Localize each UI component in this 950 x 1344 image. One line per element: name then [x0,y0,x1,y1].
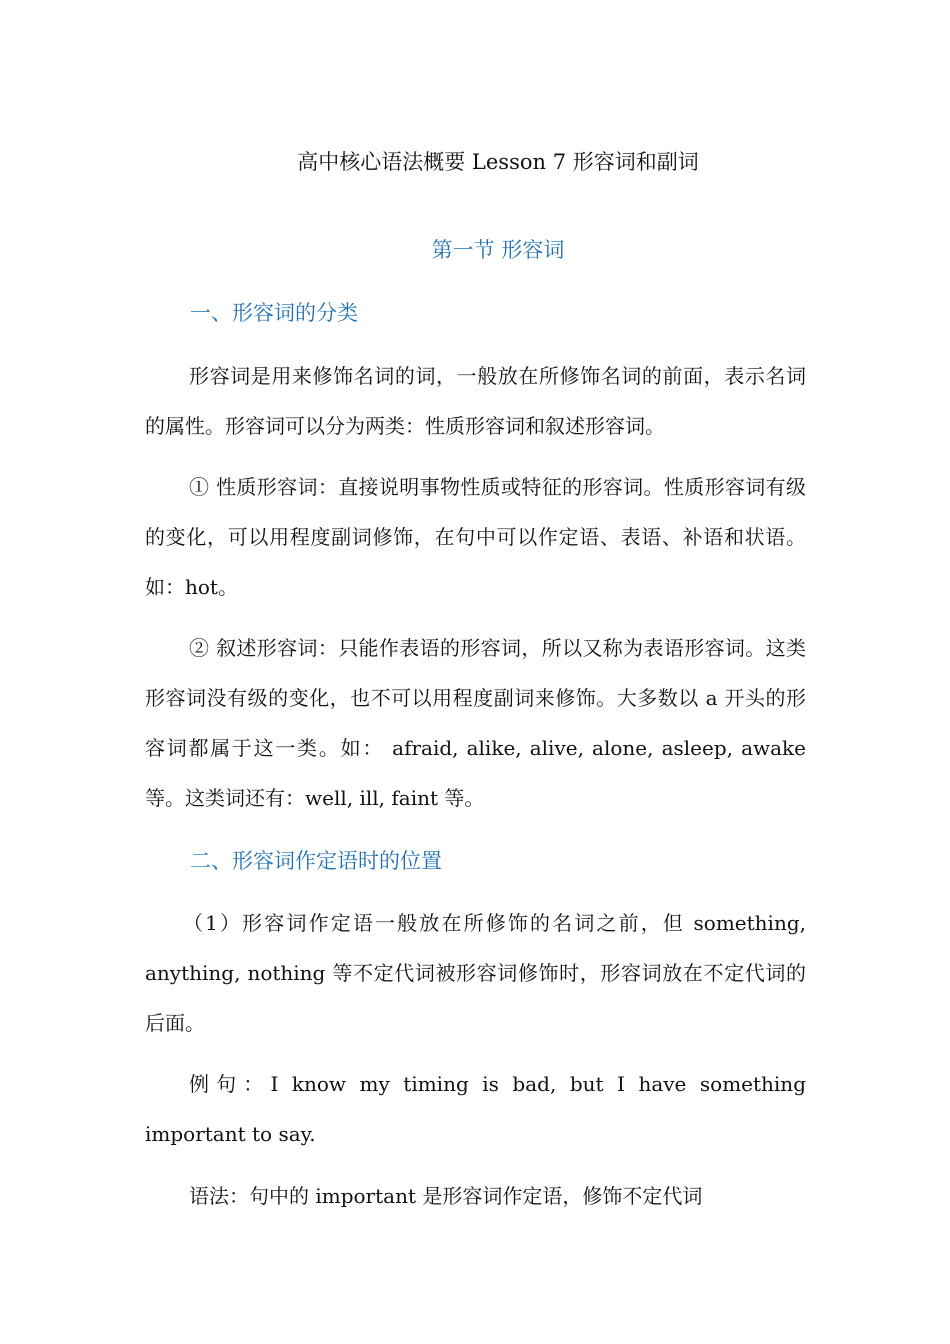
paragraph-intro: 形容词是用来修饰名词的词，一般放在所修饰名词的前面，表示名词的属性。形容词可以分为两类：性质形容词和叙述形容词。 [145,364,806,438]
paragraph-example-sentence: 例句：I know my timing is bad, but I have something important to say. [145,1072,806,1146]
paragraph-grammar-note: 语法：句中的 important 是形容词作定语，修饰不定代词 [189,1184,703,1208]
heading-adjective-classification: 一、形容词的分类 [190,301,358,325]
document-title: 高中核心语法概要 Lesson 7 形容词和副词 [297,150,699,174]
paragraph-predicative-adjectives: ② 叙述形容词：只能作表语的形容词，所以又称为表语形容词。这类形容词没有级的变化，也不可以用程度副词来修饰。大多数以 a 开头的形容词都属于这一类。如： afraid, alike, alive, alone, asleep, awake 等。这类词还有：well, ill, faint 等。 [145,636,806,810]
paragraph-rule-1: （1）形容词作定语一般放在所修饰的名词之前，但 something, anything, nothing 等不定代词被形容词修饰时，形容词放在不定代词的后面。 [145,911,806,1035]
heading-attributive-position: 二、形容词作定语时的位置 [190,849,442,873]
paragraph-qualitative-adjectives: ① 性质形容词：直接说明事物性质或特征的形容词。性质形容词有级的变化，可以用程度副词修饰，在句中可以作定语、表语、补语和状语。如：hot。 [145,475,806,599]
section-title: 第一节 形容词 [431,238,565,262]
